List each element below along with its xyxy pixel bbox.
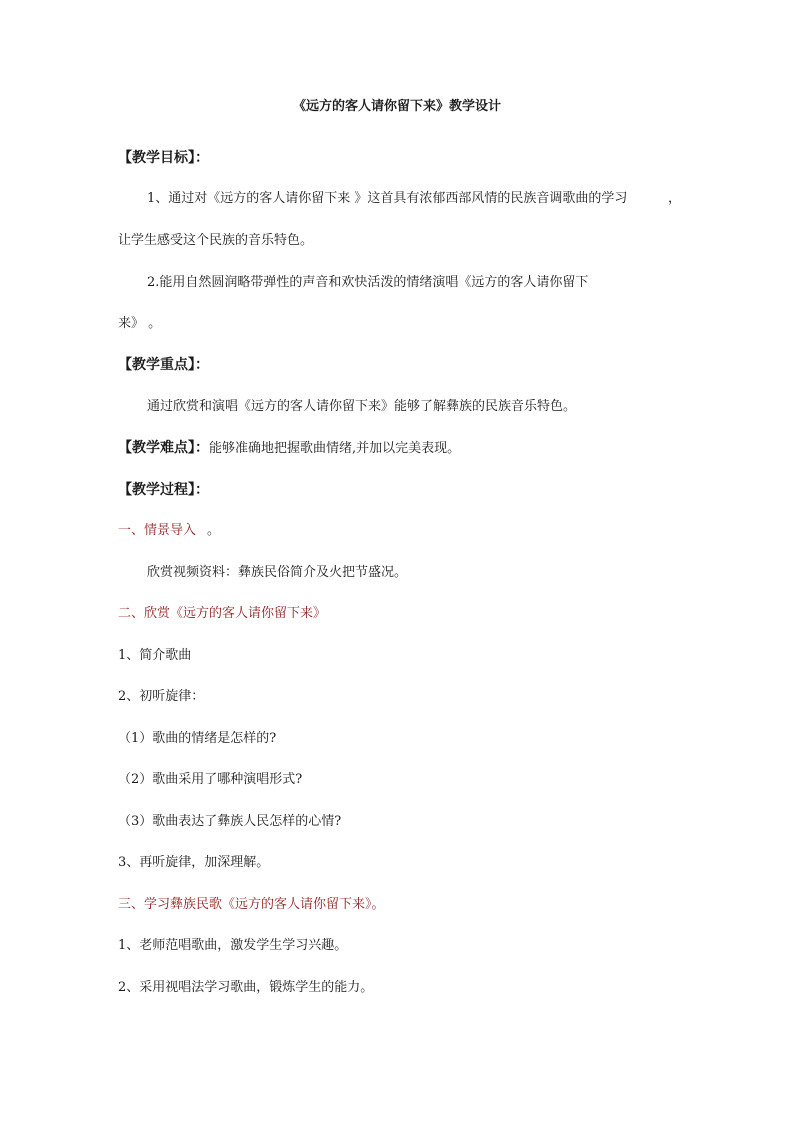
difficulty-row <box>118 440 460 457</box>
goal-1-line-1: 1、通过对《远方的客人请你留下来 》这首具有浓郁西部风情的民族音调歌曲的学习 <box>147 191 628 206</box>
section-3-title: 三、学习彝族民歌《远方的客人请你留下来》。 <box>118 897 385 912</box>
difficulty-text: 能够准确地把握歌曲情绪,并加以完美表现。 <box>209 441 461 456</box>
goal-2-line-2: 来》 。 <box>118 316 162 331</box>
goal-2-line-1: 2.能用自然圆润略带弹性的声音和欢快活泼的情绪演唱《远方的客人请你留下 <box>147 275 589 290</box>
section-1-period: 。 <box>207 523 221 538</box>
focus-heading: 【教学重点】： <box>118 357 209 373</box>
document-title: 《远方的客人请你留下来》教学设计 <box>292 99 501 114</box>
goal-1-line-2: 让学生感受这个民族的音乐特色。 <box>118 233 314 248</box>
section-2-question-3: （3）歌曲表达了彝族人民怎样的心情? <box>118 814 342 829</box>
focus-text: 通过欣赏和演唱《远方的客人请你留下来》能够了解彝族的民族音乐特色。 <box>147 399 577 414</box>
section-2-item-2: 2、初听旋律： <box>118 689 205 704</box>
difficulty-heading: 【教学难点】： <box>118 440 209 456</box>
section-1-title: 一、情景导入 <box>118 523 197 538</box>
section-1-text: 欣赏视频资料：彝族民俗简介及火把节盛况。 <box>147 565 408 580</box>
section-2-item-3: 3、再听旋律，加深理解。 <box>118 855 270 870</box>
section-3-item-1: 1、老师范唱歌曲，激发学生学习兴趣。 <box>118 938 348 953</box>
process-heading: 【教学过程】： <box>118 482 209 498</box>
section-2-question-2: （2）歌曲采用了哪种演唱形式? <box>118 772 303 787</box>
goals-heading: 【教学目标】： <box>118 150 209 166</box>
goal-1-comma: ， <box>668 191 682 206</box>
section-2-item-1: 1、简介歌曲 <box>118 648 192 663</box>
section-2-question-1: （1）歌曲的情绪是怎样的? <box>118 731 277 746</box>
section-2-title: 二、欣赏《远方的客人请你留下来》 <box>118 606 327 621</box>
section-3-item-2: 2、采用视唱法学习歌曲，锻炼学生的能力。 <box>118 980 374 995</box>
